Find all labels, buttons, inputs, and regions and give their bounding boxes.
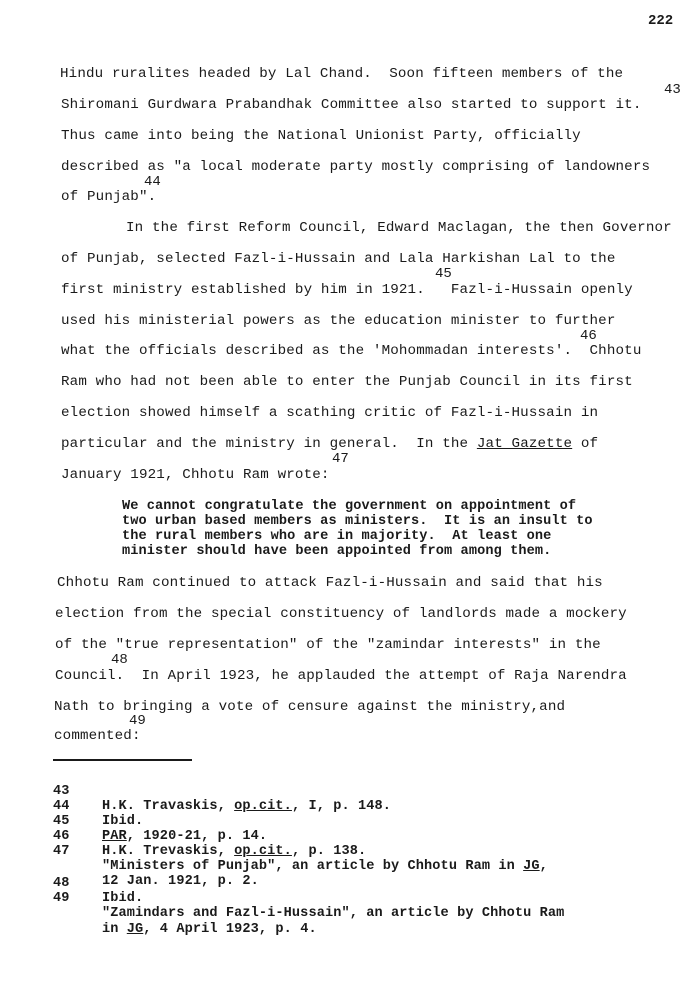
footnote-43: 43 H.K. Travaskis, op.cit., I, p. 148.: [53, 784, 392, 814]
body-line: Thus came into being the National Unionist Party, officially: [61, 128, 581, 144]
body-line: Nath to bringing a vote of censure against the ministry,and: [54, 699, 566, 715]
jat-gazette-title: Jat Gazette: [476, 436, 573, 452]
footnote-ref-44: 44: [144, 174, 161, 190]
body-line: used his ministerial powers as the education minister to further: [61, 313, 616, 329]
body-line: election from the special constituency of landlords made a mockery: [55, 606, 627, 622]
footnote-45: 45 PAR, 1920-21, p. 14.: [53, 814, 268, 844]
footnote-49: 49 "Zamindars and Fazl-i-Hussain", an article by Chhotu Ram: [53, 891, 565, 921]
footnote-ref-48: 48: [111, 652, 128, 668]
body-line: Chhotu Ram continued to attack Fazl-i-Hussain and said that his: [57, 575, 603, 591]
footnote-ref-49: 49: [129, 713, 146, 729]
body-line: of the "true representation" of the "zamindar interests" in the: [55, 637, 601, 653]
body-line: election showed himself a scathing critic of Fazl-i-Hussain in: [61, 405, 599, 421]
body-line: particular and the ministry in general. In the Jat Gazette of: [61, 436, 599, 452]
footnote-ref-45: 45: [435, 266, 452, 282]
body-line: Shiromani Gurdwara Prabandhak Committee also started to support it.: [61, 97, 642, 113]
body-line: January 1921, Chhotu Ram wrote:: [61, 467, 330, 483]
document-page: 222 Hindu ruralites headed by Lal Chand. Soon fifteen members of the 43 Shiromani Gurdwara Prabandhak Committee also started to support it. Thus came into being the National Unionist Party, officially described as "a local moderate party mostly comprising of landowners 44 of Punjab". In the first Reform Council, Edward Maclagan, the then Governor of Punjab, selected Fazl-i-Hussain and Lala Harkishan Lal to the 45 first ministry established by him in 1921. Fazl-i-Hussain openly used his ministerial powers as the education minister to further 46 what the officials described as the 'Mohommadan interests'. Chhotu Ram who had not been able to enter the Punjab Council in its first election showed himself a scathing critic of Fazl-i-Hussain in particular and the ministry in general. In the Jat Gazette of 47 January 1921, Chhotu Ram wrote: We cannot congratulate the government on appointment of two urban based members as ministers. It is an insult to the rural members who are in majority. At least one minister should have been appointed from among them. Chhotu Ram continued to attack Fazl-i-Hussain and said that his election from the special constituency of landlords made a mockery of the "true representation" of the "zamindar interests" in the 48 Council. In April 1923, he applauded the attempt of Raja Narendra Nath to bringing a vote of censure against the ministry,and 49 commented: 43 H.K. Travaskis, op.cit., I, p. 148. 44 Ibid. 45 PAR, 1920-21, p. 14. 46 H.K. Trevaskis, op.cit., p. 138. 47 "Ministers of Punjab", an article by Chhotu Ram in JG, 12 Jan. 1921, p. 2. 48 Ibid. 49 "Zamindars and Fazl-i-Hussain", an article by Chhotu Ram in JG, 4 April 1923, p. 4.: [0, 0, 700, 992]
body-line: of Punjab, selected Fazl-i-Hussain and Lala Harkishan Lal to the: [61, 251, 616, 267]
body-line: Council. In April 1923, he applauded the attempt of Raja Narendra: [55, 668, 627, 684]
body-line: what the officials described as the 'Mohommadan interests'. Chhotu: [61, 343, 642, 359]
footnote-49-cont: in JG, 4 April 1923, p. 4.: [102, 922, 317, 937]
footnote-44: 44 Ibid.: [53, 799, 144, 829]
footnote-48: 48 Ibid.: [53, 876, 144, 906]
footnote-46: 46 H.K. Trevaskis, op.cit., p. 138.: [53, 829, 367, 859]
page-number: 222: [648, 13, 674, 29]
body-line: of Punjab".: [61, 189, 157, 205]
footnote-ref-43: 43: [664, 82, 681, 98]
footnote-47-cont: 12 Jan. 1921, p. 2.: [102, 874, 259, 889]
footnote-ref-46: 46: [580, 328, 597, 344]
body-line: Hindu ruralites headed by Lal Chand. Soon fifteen members of the: [60, 66, 624, 82]
body-line: commented:: [54, 728, 141, 744]
body-line: In the first Reform Council, Edward Maclagan, the then Governor: [126, 220, 672, 236]
body-line: described as "a local moderate party mostly comprising of landowners: [61, 159, 651, 175]
footnote-separator: [53, 759, 192, 761]
footnote-47: 47 "Ministers of Punjab", an article by Chhotu Ram in JG,: [53, 844, 548, 874]
body-line: Ram who had not been able to enter the Punjab Council in its first: [61, 374, 633, 390]
body-line: first ministry established by him in 1921. Fazl-i-Hussain openly: [61, 282, 633, 298]
footnote-ref-47: 47: [332, 451, 349, 467]
